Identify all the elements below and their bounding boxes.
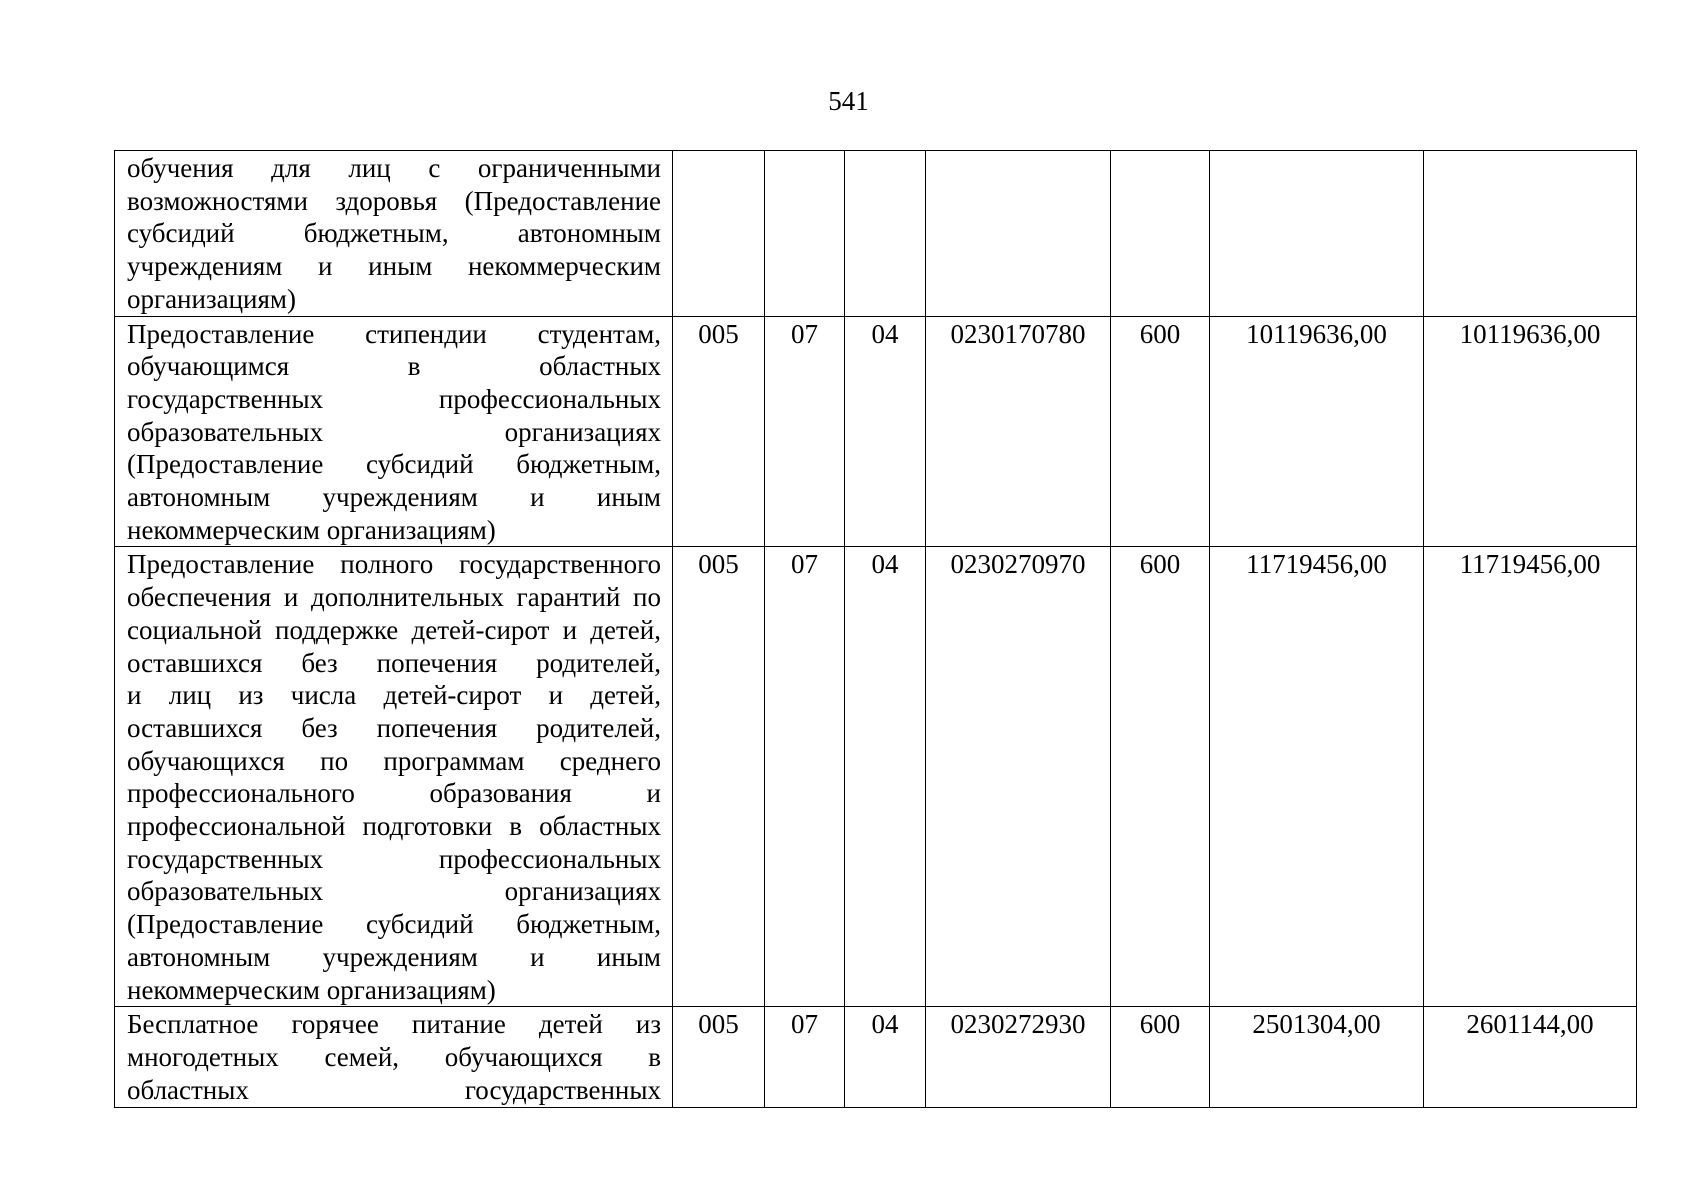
row-description	[115, 547, 673, 1007]
description-line: обучающимся в областных	[127, 351, 661, 382]
description-line: Бесплатное горячее питание детей из	[127, 1009, 661, 1040]
row-description	[115, 316, 673, 547]
description-line: (Предоставление субсидий бюджетным,	[127, 909, 661, 940]
description-line: областных государственных	[127, 1074, 661, 1105]
cell-sum-year2: 11719456,00	[1424, 547, 1637, 1007]
cell-ved: 005	[673, 547, 765, 1007]
cell-section: 07	[765, 547, 845, 1007]
description-line: образовательных организациях	[127, 876, 661, 907]
table-row	[115, 547, 1637, 1007]
description-line: обеспечения и дополнительных гарантий по	[127, 582, 661, 613]
description-line: и лиц из числа детей-сирот и детей,	[127, 680, 661, 711]
cell-subsection: 04	[845, 547, 926, 1007]
cell-sum-year1: 2501304,00	[1210, 1007, 1424, 1107]
description-line: профессионального образования и	[127, 778, 661, 809]
description-line: оставшихся без попечения родителей,	[127, 712, 661, 743]
cell-subsection: 04	[845, 316, 926, 547]
row-description	[115, 151, 673, 317]
description-line: обучающихся по программам среднего	[127, 745, 661, 776]
description-line: многодетных семей, обучающихся в	[127, 1042, 661, 1073]
cell-sum-year1: 10119636,00	[1210, 316, 1424, 547]
cell-expense-type: 600	[1111, 1007, 1210, 1107]
cell-ved	[673, 151, 765, 317]
description-line: некоммерческим организациям)	[127, 514, 496, 545]
description-line: государственных профессиональных	[127, 383, 661, 414]
description-line: социальной поддержке детей-сирот и детей,	[127, 614, 661, 645]
cell-subsection	[845, 151, 926, 317]
cell-sum-year1	[1210, 151, 1424, 317]
cell-target-article	[926, 151, 1111, 317]
cell-target-article: 0230272930	[926, 1007, 1111, 1107]
description-line: (Предоставление субсидий бюджетным,	[127, 449, 661, 480]
description-line: обучения для лиц с ограниченными	[127, 153, 661, 183]
description-line: некоммерческим организациям)	[127, 974, 496, 1005]
description-line: профессиональной подготовки в областных	[127, 811, 661, 842]
cell-subsection: 04	[845, 1007, 926, 1107]
cell-ved: 005	[673, 1007, 765, 1107]
cell-expense-type: 600	[1111, 316, 1210, 547]
cell-expense-type	[1111, 151, 1210, 317]
cell-sum-year2	[1424, 151, 1637, 317]
table-body	[115, 151, 1637, 1108]
description-line: учреждениям и иным некоммерческим	[127, 251, 661, 282]
description-line: Предоставление стипендии студентам,	[127, 318, 661, 349]
table-row	[115, 151, 1637, 317]
table-row	[115, 1007, 1637, 1107]
cell-target-article: 0230170780	[926, 316, 1111, 547]
description-line: оставшихся без попечения родителей,	[127, 647, 661, 678]
row-description	[115, 1007, 673, 1107]
cell-section: 07	[765, 316, 845, 547]
budget-table	[114, 150, 1637, 1108]
description-line: Предоставление полного государственного	[127, 549, 661, 580]
cell-section	[765, 151, 845, 317]
cell-ved: 005	[673, 316, 765, 547]
description-line: возможностями здоровья (Предоставление	[127, 185, 661, 216]
cell-target-article: 0230270970	[926, 547, 1111, 1007]
cell-section: 07	[765, 1007, 845, 1107]
cell-sum-year2: 10119636,00	[1424, 316, 1637, 547]
description-line: государственных профессиональных	[127, 843, 661, 874]
cell-sum-year2: 2601144,00	[1424, 1007, 1637, 1107]
cell-sum-year1: 11719456,00	[1210, 547, 1424, 1007]
description-line: автономным учреждениям и иным	[127, 482, 661, 513]
page-number: 541	[828, 86, 869, 116]
table-row	[115, 316, 1637, 547]
cell-expense-type: 600	[1111, 547, 1210, 1007]
description-line: автономным учреждениям и иным	[127, 941, 661, 972]
description-line: образовательных организациях	[127, 416, 661, 447]
description-line: субсидий бюджетным, автономным	[127, 218, 661, 249]
description-line: организациям)	[127, 283, 297, 314]
